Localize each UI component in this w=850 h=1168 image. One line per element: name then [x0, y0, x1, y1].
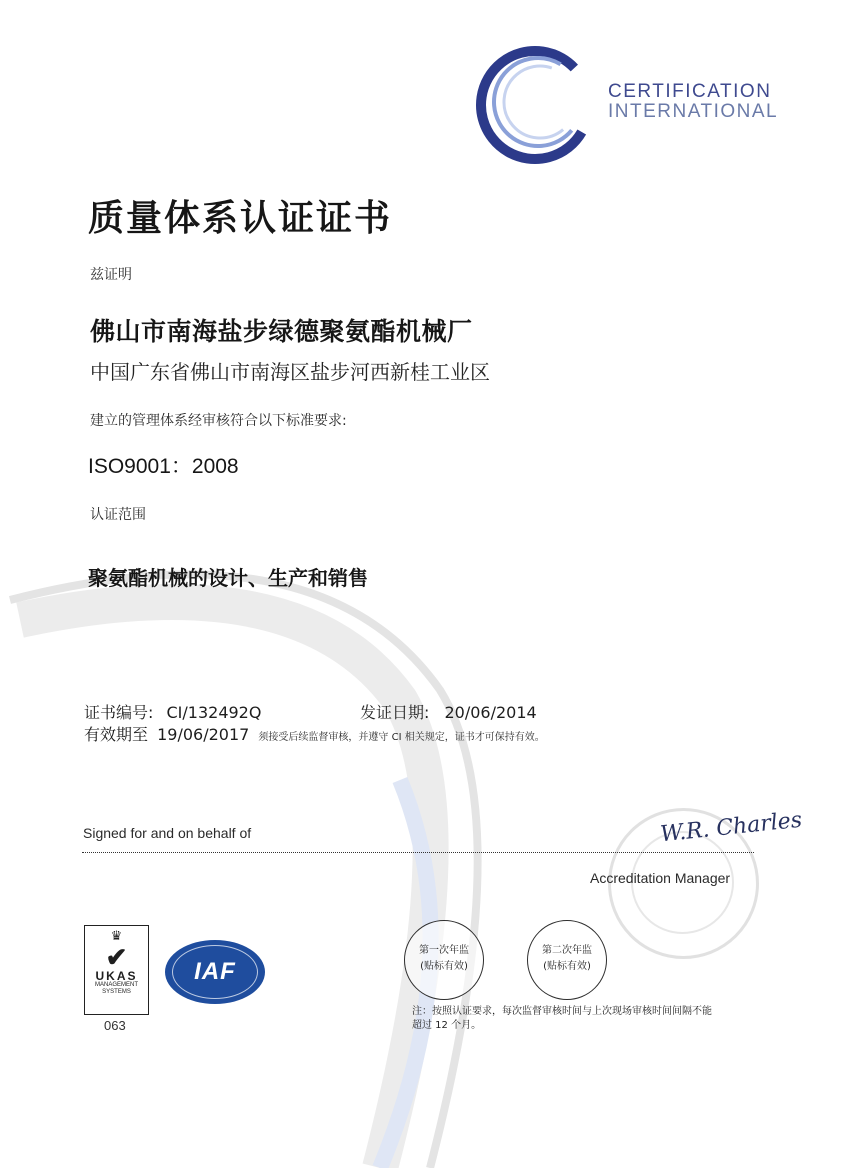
valid-until-value: 19/06/2017	[157, 725, 250, 744]
certificate-title: 质量体系认证证书	[88, 197, 393, 239]
standard-name: ISO9001：2008	[88, 455, 239, 478]
scope-label: 认证范围	[90, 507, 146, 523]
iaf-logo	[165, 940, 265, 1004]
signed-for-text: Signed for and on behalf of	[83, 825, 252, 841]
second-surveillance-circle	[527, 920, 607, 1000]
issue-date	[360, 700, 537, 723]
issue-date-value: 20/06/2014	[444, 703, 537, 722]
validity-note: 须接受后续监督审核，并遵守 CI 相关规定，证书才可保持有效。	[258, 732, 545, 743]
scope-value: 聚氨酯机械的设计、生产和销售	[88, 566, 368, 590]
certification-international-logo	[470, 40, 600, 170]
established-statement: 建立的管理体系经审核符合以下标准要求:	[90, 413, 347, 429]
company-name: 佛山市南海盐步绿德聚氨酯机械厂	[90, 317, 473, 346]
certificate-number-label: 证书编号:	[84, 703, 154, 722]
surveillance-note	[412, 1005, 712, 1033]
iaf-text: IAF	[194, 958, 236, 985]
second-surveillance-sub: (贴标有效)	[543, 961, 591, 972]
ukas-mark	[84, 925, 149, 1015]
crown-icon: ♛	[110, 928, 123, 943]
certificate-number-value: CI/132492Q	[166, 703, 262, 722]
second-surveillance-title: 第二次年监	[542, 945, 592, 956]
ukas-sub-1: MANAGEMENT	[94, 982, 138, 988]
first-surveillance-title: 第一次年监	[419, 945, 469, 956]
logo-line-2: INTERNATIONAL	[608, 101, 779, 122]
manager-signature: W.R. Charles	[659, 807, 804, 848]
logo-line-1: CERTIFICATION	[608, 81, 772, 102]
ukas-name: UKAS	[95, 969, 138, 983]
certificate-number	[84, 700, 261, 723]
iaf-ring	[172, 945, 258, 999]
first-surveillance-sub: (贴标有效)	[420, 961, 468, 972]
surveillance-note-line-1: 注：按照认证要求，每次监督审核时间与上次现场审核时间间隔不能	[412, 1006, 712, 1017]
logo-text	[608, 82, 778, 122]
ukas-number: 063	[104, 1018, 126, 1033]
hereby-certify: 兹证明	[90, 267, 132, 283]
accreditation-manager-title: Accreditation Manager	[590, 870, 731, 886]
issue-date-label: 发证日期:	[360, 703, 430, 722]
company-address: 中国广东省佛山市南海区盐步河西新桂工业区	[90, 360, 490, 384]
check-icon: ✔	[105, 942, 128, 972]
surveillance-note-line-2: 超过 12 个月。	[412, 1020, 482, 1031]
validity	[84, 722, 545, 745]
first-surveillance-circle	[404, 920, 484, 1000]
signature-line	[82, 852, 754, 853]
valid-until-label: 有效期至	[84, 725, 149, 744]
ukas-sub-2: SYSTEMS	[102, 989, 131, 995]
